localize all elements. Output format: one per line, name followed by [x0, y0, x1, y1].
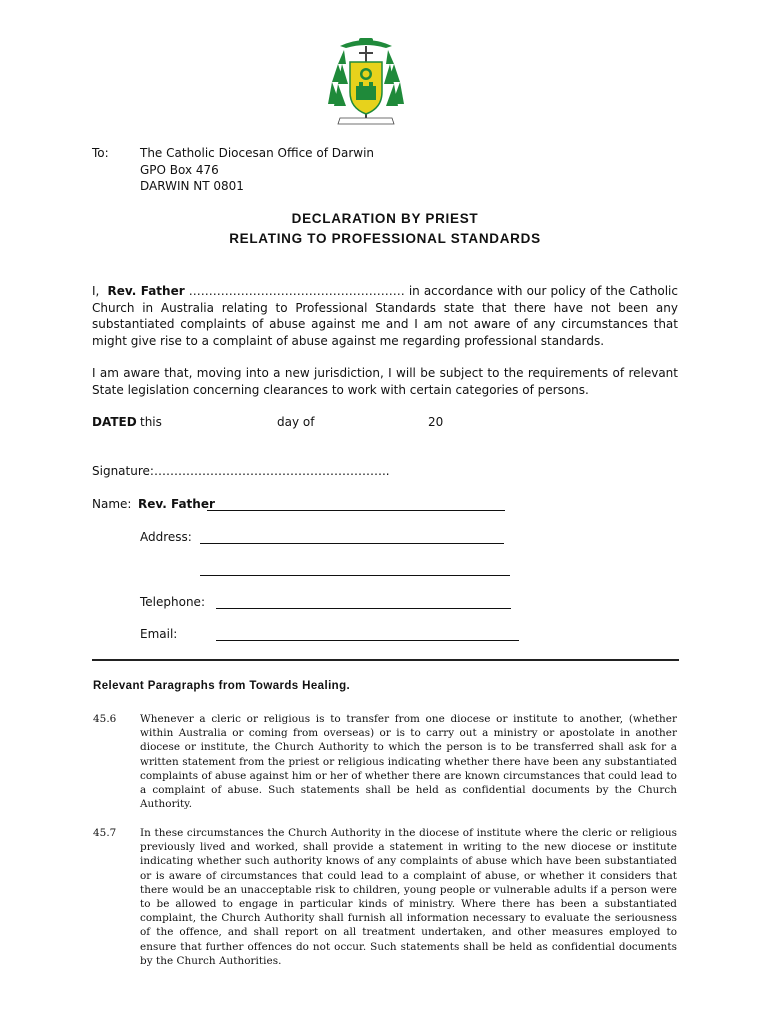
address-line-1: The Catholic Diocesan Office of Darwin — [140, 146, 375, 160]
declaration-prefix: I, — [92, 284, 100, 298]
paragraph-45-7-text: In these circumstances the Church Authority in the diocese of institute where the cleric or religious previously lived and worked, shall provide a statement in writing to the new diocese or institute indicating whether such authority knows of any complaints of abuse which have been substantiated or is aware of circumstances that could lead to a complaint of abuse, or whether it considers that there would be an unacceptable risk to children, young people or vulnerable adults if a person were to be allowed to engage in particular kinds of ministry. Where there has been a substantiated complaint, the Church Authority shall furnish all information necessary to evaluate the seriousness of the offence, and shall report on all treatment undertaken, and other measures employed to ensure that further offences do not occur. Such statements shall be held as confidential documents by the Church Authorities. — [140, 827, 677, 967]
dated-label: DATED — [92, 415, 137, 429]
telephone-field[interactable] — [216, 596, 511, 609]
telephone-label: Telephone: — [140, 595, 205, 609]
paragraph-45-6-text: Whenever a cleric or religious is to transfer from one diocese or institute to another, (whether within Australia or coming from overseas) or is to carry out a ministry or apostolate in another diocese or institute, the Church Authority to which the person is to be transferred shall ask for a written statement from the priest or religious indicating whether there have been any substantiated complaints of abuse against him or her of whether there are known circumstances that could lead to a complaint of abuse. Such statements shall be held as confidential documents by the Church Authority. — [140, 713, 677, 811]
signature-label: Signature: — [92, 464, 154, 478]
dated-this: this — [140, 415, 162, 429]
section-divider — [92, 659, 679, 661]
document-title-line-1: DECLARATION BY PRIEST — [291, 211, 479, 226]
name-rev-father: Rev. Father — [138, 497, 215, 511]
address-field-line-1[interactable] — [200, 531, 504, 544]
address-field-line-2[interactable] — [200, 563, 510, 576]
signature-field[interactable]: ………………………………………………….. — [153, 464, 390, 478]
document-title-line-2: RELATING TO PROFESSIONAL STANDARDS — [229, 231, 541, 246]
priest-name-blank[interactable]: ……………………………………………… — [188, 284, 405, 298]
address-line-2: GPO Box 476 — [140, 163, 219, 177]
dated-year: 20 — [428, 415, 444, 429]
rev-father-label: Rev. Father — [107, 284, 185, 298]
diocese-crest-logo — [326, 34, 406, 134]
name-label: Name: — [92, 497, 132, 511]
email-label: Email: — [140, 627, 178, 641]
address-line-3: DARWIN NT 0801 — [140, 179, 244, 193]
paragraph-number-45-6: 45.6 — [93, 713, 117, 725]
relevant-paragraphs-heading: Relevant Paragraphs from Towards Healing. — [93, 680, 351, 692]
to-label: To: — [92, 146, 109, 160]
jurisdiction-paragraph: I am aware that, moving into a new jurisdiction, I will be subject to the requirements of relevant State legislation concerning clearances to work with certain categories of persons. — [92, 366, 678, 397]
declaration-text: in accordance with our policy of the Catholic Church in Australia relating to Professional Standards state that there have not been any substantiated complaints of abuse against me and I am not aware of any circumstances that might give rise to a complaint of abuse against me regarding professional standards. — [92, 284, 678, 348]
address-label: Address: — [140, 530, 192, 544]
paragraph-number-45-7: 45.7 — [93, 827, 117, 839]
declaration-paragraph — [92, 283, 678, 349]
email-field[interactable] — [216, 628, 519, 641]
name-field[interactable] — [207, 498, 505, 511]
signature-row — [92, 463, 390, 480]
dated-day-of: day of — [277, 415, 315, 429]
